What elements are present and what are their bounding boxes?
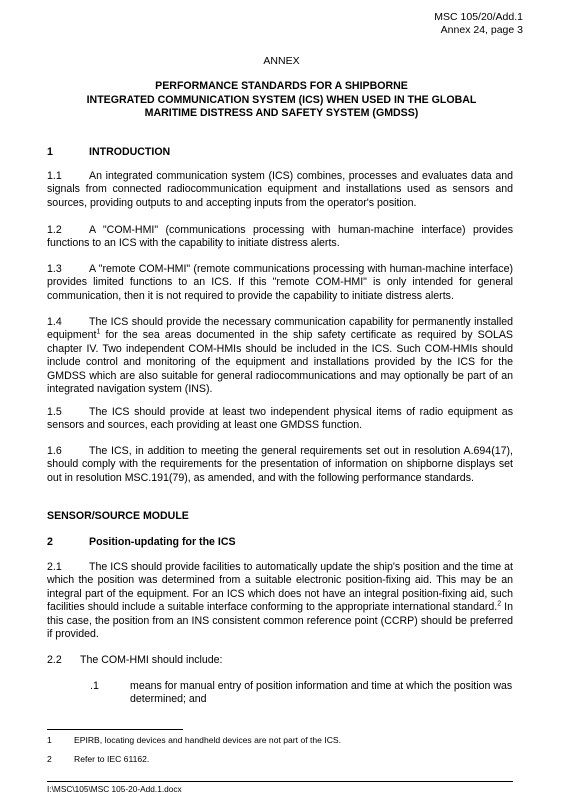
paragraph-text: The ICS should provide the necessary communication capability for permanently installed equipment bbox=[47, 316, 513, 342]
list-item-text: means for manual entry of position information and time at which the position was determined; and bbox=[130, 680, 513, 706]
footnote-ref: 2 bbox=[497, 600, 502, 608]
title-line-3: MARITIME DISTRESS AND SAFETY SYSTEM (GMDSS) bbox=[144, 107, 419, 119]
paragraph-number: 1.6 bbox=[47, 445, 62, 457]
paragraph-text: An integrated communication system (ICS) combines, processes and evaluates data and signals from connected radiocommunication equipment and installations used as sensors and sources, providing outputs to and accepting inputs from the operator's position. bbox=[47, 170, 513, 209]
footer-file-path: I:\MSC\105\MSC 105-20-Add.1.docx bbox=[47, 784, 182, 794]
footnote-ref: 1 bbox=[96, 328, 101, 336]
paragraph-text-cont: In this case, the position from an INS consistent common reference point (CCRP) should be preferred if provided. bbox=[47, 601, 513, 641]
paragraph-number: 2.1 bbox=[47, 561, 62, 573]
section-number: 2 bbox=[47, 536, 53, 548]
footnote-text: EPIRB, locating devices and handheld devices are not part of the ICS. bbox=[74, 735, 342, 745]
section-1-heading bbox=[47, 146, 513, 159]
module-heading: SENSOR/SOURCE MODULE bbox=[47, 510, 189, 522]
footer-separator bbox=[47, 781, 513, 782]
footnote-separator bbox=[47, 729, 183, 730]
paragraph-text: The COM-HMI should include: bbox=[80, 654, 223, 666]
paragraph-number: 2.2 bbox=[47, 654, 62, 666]
footnote-text: Refer to IEC 61162. bbox=[74, 754, 150, 764]
page-header bbox=[434, 11, 523, 37]
title-line-1: PERFORMANCE STANDARDS FOR A SHIPBORNE bbox=[155, 80, 408, 92]
paragraph-number: 1.4 bbox=[47, 316, 62, 328]
paragraph-1-2 bbox=[47, 224, 513, 251]
section-2-heading bbox=[47, 536, 513, 549]
paragraph-1-4 bbox=[47, 316, 513, 396]
footnote-number: 2 bbox=[47, 754, 52, 764]
title-line-2: INTEGRATED COMMUNICATION SYSTEM (ICS) WHEN USED IN THE GLOBAL bbox=[86, 93, 477, 106]
paragraph-text: A "COM-HMI" (communications processing with human-machine interface) provides functions to an ICS with the capability to initiate distress alerts. bbox=[47, 224, 513, 250]
paragraph-number: 1.3 bbox=[47, 263, 62, 275]
paragraph-text-cont: for the sea areas documented in the ship safety certificate as required by SOLAS chapter IV. Two independent COM-HMIs should be included in the ICS. Such COM-HMIs should include control and monitoring of the equipment and installations provided by the ICS for the GMDSS which are also suitable for general radiocommunications and may optionally be part of an integrated navigation system (INS). bbox=[47, 329, 513, 396]
header-doc-ref: MSC 105/20/Add.1 bbox=[434, 11, 523, 23]
section-number: 1 bbox=[47, 146, 53, 158]
header-page-ref: Annex 24, page 3 bbox=[440, 24, 523, 36]
footnote-1 bbox=[47, 735, 341, 746]
list-item-number: .1 bbox=[90, 680, 99, 692]
annex-label: ANNEX bbox=[263, 55, 300, 67]
paragraph-text: The ICS, in addition to meeting the general requirements set out in resolution A.694(17), should comply with the requirements for the presentation of information on shipborne displays set out in resolution MSC.191(79), as amended, and with the following performance standards. bbox=[47, 445, 513, 484]
paragraph-1-6 bbox=[47, 445, 513, 485]
paragraph-1-5 bbox=[47, 406, 513, 433]
document-title bbox=[0, 80, 563, 121]
paragraph-1-1 bbox=[47, 170, 513, 210]
paragraph-text: The ICS should provide facilities to automatically update the ship's position and the time at which the position was determined from a suitable electronic position-fixing aid. This may be an integral part of the equipment. For an ICS which does not have an integral position-fixing aid, such facilities should include a suitable interface conforming to the appropriate international standard. bbox=[47, 561, 513, 614]
paragraph-number: 1.1 bbox=[47, 170, 62, 182]
footnote-2 bbox=[47, 754, 149, 765]
paragraph-2-2 bbox=[47, 654, 513, 667]
paragraph-number: 1.2 bbox=[47, 224, 62, 236]
paragraph-text: The ICS should provide at least two independent physical items of radio equipment as sensors and sources, each providing at least one GMDSS function. bbox=[47, 406, 513, 432]
paragraph-text: A "remote COM-HMI" (remote communications processing with human-machine interface) provides limited functions to an ICS. If this "remote COM-HMI" is only intended for general communication, then it is not required to provide the capability to initiate distress alerts. bbox=[47, 263, 513, 302]
paragraph-1-3 bbox=[47, 263, 513, 303]
footnote-number: 1 bbox=[47, 735, 52, 745]
paragraph-2-1 bbox=[47, 561, 513, 641]
paragraph-number: 1.5 bbox=[47, 406, 62, 418]
section-title: INTRODUCTION bbox=[89, 146, 171, 158]
section-title: Position-updating for the ICS bbox=[89, 536, 236, 548]
